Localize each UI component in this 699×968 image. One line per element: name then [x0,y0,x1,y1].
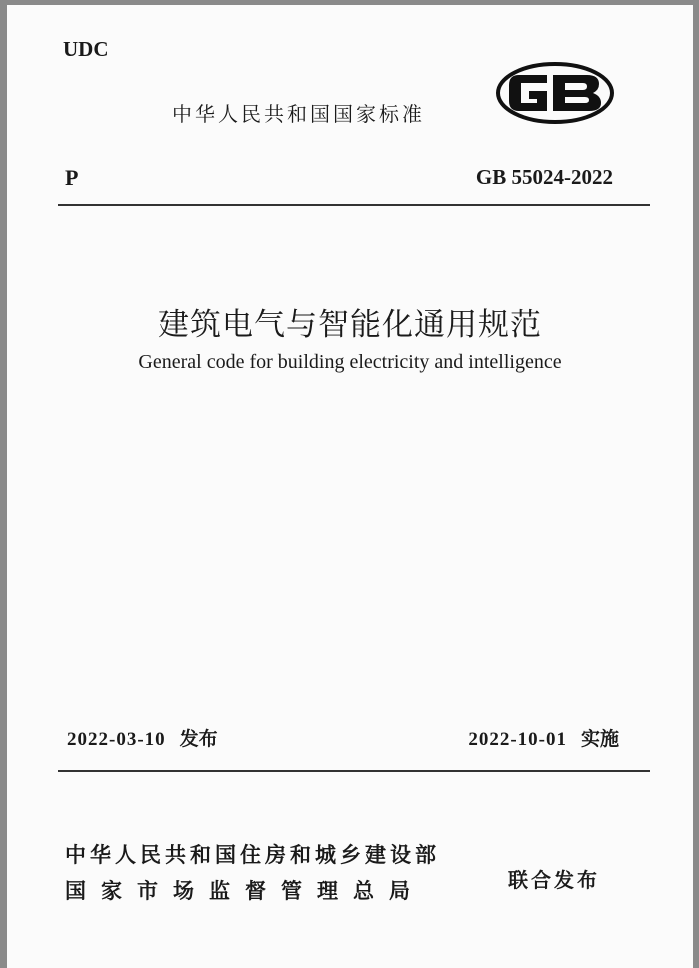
effective-info [468,724,619,751]
publisher-line-2: 国家市场监督管理总局 [65,879,425,903]
standard-number: GB 55024-2022 [475,165,613,189]
bottom-divider [58,770,650,772]
title-chinese: 建筑电气与智能化通用规范 [158,307,542,343]
effective-date: 2022-10-01 [468,729,567,750]
top-divider [58,204,650,206]
udc-label: UDC [63,37,109,61]
joint-publish-label: 联合发布 [508,868,600,892]
publisher-line-1: 中华人民共和国住房和城乡建设部 [65,843,440,867]
document-page [7,5,693,968]
title-english: General code for building electricity and intelligence [138,351,562,373]
gb-logo [495,61,615,125]
issue-info [67,724,218,751]
effective-label: 实施 [580,728,619,750]
issue-label: 发布 [179,728,218,750]
issue-date: 2022-03-10 [67,729,166,750]
standard-type: 中华人民共和国国家标准 [172,102,425,126]
classification-code: P [65,165,79,190]
